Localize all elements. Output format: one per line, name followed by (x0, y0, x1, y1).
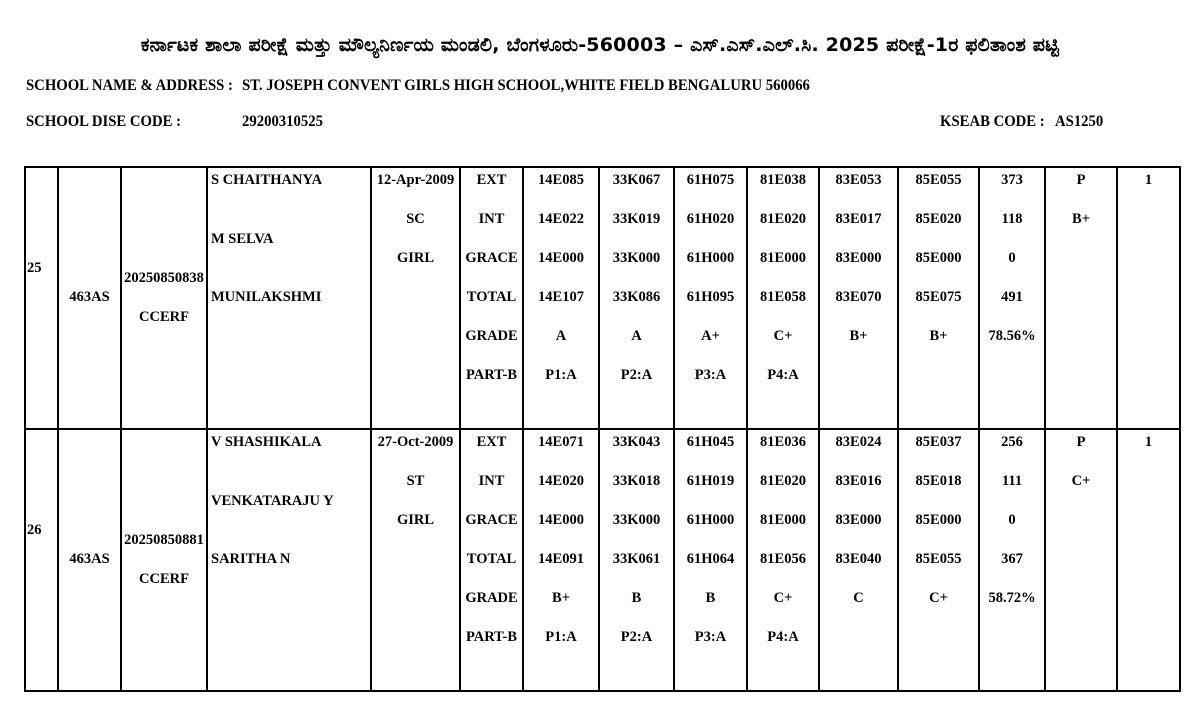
mark-labels-cell (460, 429, 523, 691)
subject-value: P1:A (545, 367, 577, 383)
subject-cell (599, 429, 674, 691)
result-cell (1045, 429, 1117, 691)
mark-label: TOTAL (466, 289, 517, 305)
subject-value: 61H019 (686, 473, 735, 489)
mark-label: INT (478, 211, 505, 227)
subject-value: 14E091 (538, 551, 584, 567)
mark-label: PART-B (465, 367, 518, 383)
sl-number: 26 (27, 522, 42, 538)
subject-value: 83E053 (835, 172, 882, 188)
subject-value: P1:A (545, 629, 577, 645)
kseab-code-value: AS1250 (1055, 113, 1104, 130)
result-cell (1045, 167, 1117, 429)
center-code: 463AS (69, 551, 110, 567)
subject-value: 81E000 (760, 512, 806, 528)
subject-value: 81E036 (760, 434, 806, 450)
subject-value: A (631, 328, 642, 344)
register-number-cell (121, 429, 207, 691)
subject-cell (523, 167, 599, 429)
subject-value: 83E040 (835, 551, 882, 567)
subject-value: 83E016 (835, 473, 882, 489)
dob-category-cell (371, 429, 460, 691)
subject-value: 85E018 (915, 473, 962, 489)
name-line: V SHASHIKALA (211, 434, 322, 450)
subject-value: P2:A (620, 629, 653, 645)
totals-cell (979, 429, 1045, 691)
register-number: 20250850838 (124, 270, 204, 286)
subject-value: 83E000 (835, 512, 882, 528)
subject-value: 85E000 (915, 250, 962, 266)
names-cell (207, 429, 371, 691)
student-row (25, 167, 1180, 429)
subject-cell (819, 429, 898, 691)
subject-value: 14E022 (538, 211, 584, 227)
results-table (24, 166, 1181, 692)
subject-cell (599, 167, 674, 429)
total-value: 491 (1001, 289, 1023, 305)
total-value: 256 (1001, 434, 1023, 450)
attempt-number: 1 (1144, 172, 1153, 188)
dise-code-label: SCHOOL DISE CODE : (26, 113, 182, 130)
total-value: 367 (1001, 551, 1023, 567)
mark-label: PART-B (465, 629, 518, 645)
center-code: 463AS (69, 289, 110, 305)
subject-value: 33K019 (612, 211, 661, 227)
sl-number-cell (25, 429, 58, 691)
subject-value: C+ (929, 590, 948, 606)
subject-value: B+ (552, 590, 570, 606)
subject-value: 81E020 (760, 211, 806, 227)
register-number-cell (121, 167, 207, 429)
subject-value: 14E085 (538, 172, 584, 188)
subject-cell (747, 429, 819, 691)
subject-value: P3:A (694, 629, 727, 645)
total-value: 373 (1001, 172, 1023, 188)
candidate-type: CCERF (139, 309, 189, 325)
subject-cell (674, 429, 747, 691)
subject-value: C+ (773, 328, 793, 344)
subject-cell (819, 167, 898, 429)
subject-cell (674, 167, 747, 429)
gender: GIRL (396, 250, 435, 266)
register-number: 20250850881 (124, 532, 204, 548)
gender: GIRL (396, 512, 435, 528)
name-line: S CHAITHANYA (211, 172, 323, 188)
name-line: M SELVA (211, 231, 274, 247)
total-value: 0 (1008, 250, 1016, 266)
date-of-birth: 12-Apr-2009 (376, 172, 455, 188)
subject-value: A (555, 328, 567, 344)
subject-value: 14E000 (538, 250, 584, 266)
subject-value: 14E020 (538, 473, 584, 489)
subject-value: 81E020 (760, 473, 806, 489)
date-of-birth: 27-Oct-2009 (377, 434, 454, 450)
school-name-value: ST. JOSEPH CONVENT GIRLS HIGH SCHOOL,WHITE FIELD BENGALURU 560066 (242, 77, 810, 94)
mark-label: GRACE (465, 250, 518, 266)
subject-value: 83E000 (835, 250, 882, 266)
subject-cell (898, 167, 979, 429)
subject-value: P3:A (694, 367, 727, 383)
subject-value: 33K000 (612, 512, 661, 528)
dob-category-cell (371, 167, 460, 429)
subject-value: 83E070 (835, 289, 882, 305)
mark-label: GRACE (465, 512, 518, 528)
subject-value: 83E017 (835, 211, 882, 227)
result-value: B+ (1072, 211, 1090, 227)
subject-value: 14E107 (538, 289, 584, 305)
center-code-cell (58, 167, 121, 429)
subject-value: 14E000 (538, 512, 584, 528)
subject-value: 33K018 (612, 473, 661, 489)
subject-value: B (631, 590, 642, 606)
mark-label: INT (478, 473, 505, 489)
subject-value: B+ (849, 328, 868, 344)
subject-value: 85E037 (915, 434, 962, 450)
subject-cell (523, 429, 599, 691)
kseab-code-label: KSEAB CODE : (940, 113, 1045, 130)
subject-cell (747, 167, 819, 429)
subject-value: 61H075 (686, 172, 735, 188)
attempt-cell (1117, 429, 1180, 691)
subject-value: 85E055 (915, 551, 962, 567)
total-value: 0 (1008, 512, 1016, 528)
student-row (25, 429, 1180, 691)
subject-value: 61H020 (686, 211, 735, 227)
subject-value: 61H000 (686, 512, 735, 528)
subject-value: 14E071 (538, 434, 584, 450)
mark-label: GRADE (465, 590, 518, 606)
name-line: VENKATARAJU Y (211, 493, 334, 509)
center-code-cell (58, 429, 121, 691)
subject-value: 33K067 (612, 172, 661, 188)
result-value: C+ (1071, 473, 1091, 489)
attempt-cell (1117, 167, 1180, 429)
mark-label: TOTAL (466, 551, 517, 567)
totals-cell (979, 167, 1045, 429)
subject-value: C+ (773, 590, 793, 606)
attempt-number: 1 (1144, 434, 1153, 450)
subject-value: P2:A (620, 367, 653, 383)
subject-value: B+ (929, 328, 948, 344)
subject-value: 81E056 (760, 551, 806, 567)
category: SC (406, 211, 425, 227)
school-name-label: SCHOOL NAME & ADDRESS : (26, 77, 233, 94)
sl-number-cell (25, 167, 58, 429)
subject-value: 33K043 (612, 434, 661, 450)
mark-labels-cell (460, 167, 523, 429)
subject-value: 33K000 (612, 250, 661, 266)
dise-code-value: 29200310525 (242, 113, 323, 130)
subject-value: 61H000 (686, 250, 735, 266)
subject-value: 61H064 (686, 551, 735, 567)
subject-value: 85E075 (915, 289, 962, 305)
candidate-type: CCERF (139, 571, 189, 587)
mark-label: EXT (476, 172, 507, 188)
subject-value: P4:A (767, 367, 799, 383)
page-title: ಕರ್ನಾಟಕ ಶಾಲಾ ಪರೀಕ್ಷೆ ಮತ್ತು ಮೌಲ್ಯನಿರ್ಣಯ ಮಂಡಲಿ, ಬೆಂಗಳೂರು-560003 – ಎಸ್.ಎಸ್.ಎಲ್.ಸಿ. 2025 ಪರೀಕ್ಷೆ-1ರ ಫಲಿತಾಂಶ ಪಟ್ಟಿ (140, 34, 1060, 56)
name-line: MUNILAKSHMI (211, 289, 322, 305)
subject-value: 61H045 (686, 434, 735, 450)
name-line: SARITHA N (211, 551, 291, 567)
subject-value: 85E000 (915, 512, 962, 528)
category: ST (406, 473, 425, 489)
subject-value: 33K086 (612, 289, 661, 305)
total-value: 111 (1001, 473, 1023, 489)
mark-label: EXT (476, 434, 507, 450)
sl-number: 25 (27, 260, 42, 276)
subject-value: 81E058 (760, 289, 806, 305)
subject-value: C (853, 590, 864, 606)
total-value: 78.56% (988, 328, 1036, 344)
subject-value: 85E020 (915, 211, 962, 227)
mark-label: GRADE (465, 328, 518, 344)
subject-value: 81E000 (760, 250, 806, 266)
subject-cell (898, 429, 979, 691)
result-value: P (1076, 434, 1086, 450)
subject-value: A+ (701, 328, 720, 344)
subject-value: 85E055 (915, 172, 962, 188)
subject-value: 33K061 (612, 551, 661, 567)
subject-value: B (705, 590, 716, 606)
subject-value: 61H095 (686, 289, 735, 305)
subject-value: 81E038 (760, 172, 806, 188)
names-cell (207, 167, 371, 429)
total-value: 58.72% (988, 590, 1036, 606)
total-value: 118 (1001, 211, 1023, 227)
result-value: P (1076, 172, 1086, 188)
subject-value: P4:A (767, 629, 799, 645)
subject-value: 83E024 (835, 434, 882, 450)
